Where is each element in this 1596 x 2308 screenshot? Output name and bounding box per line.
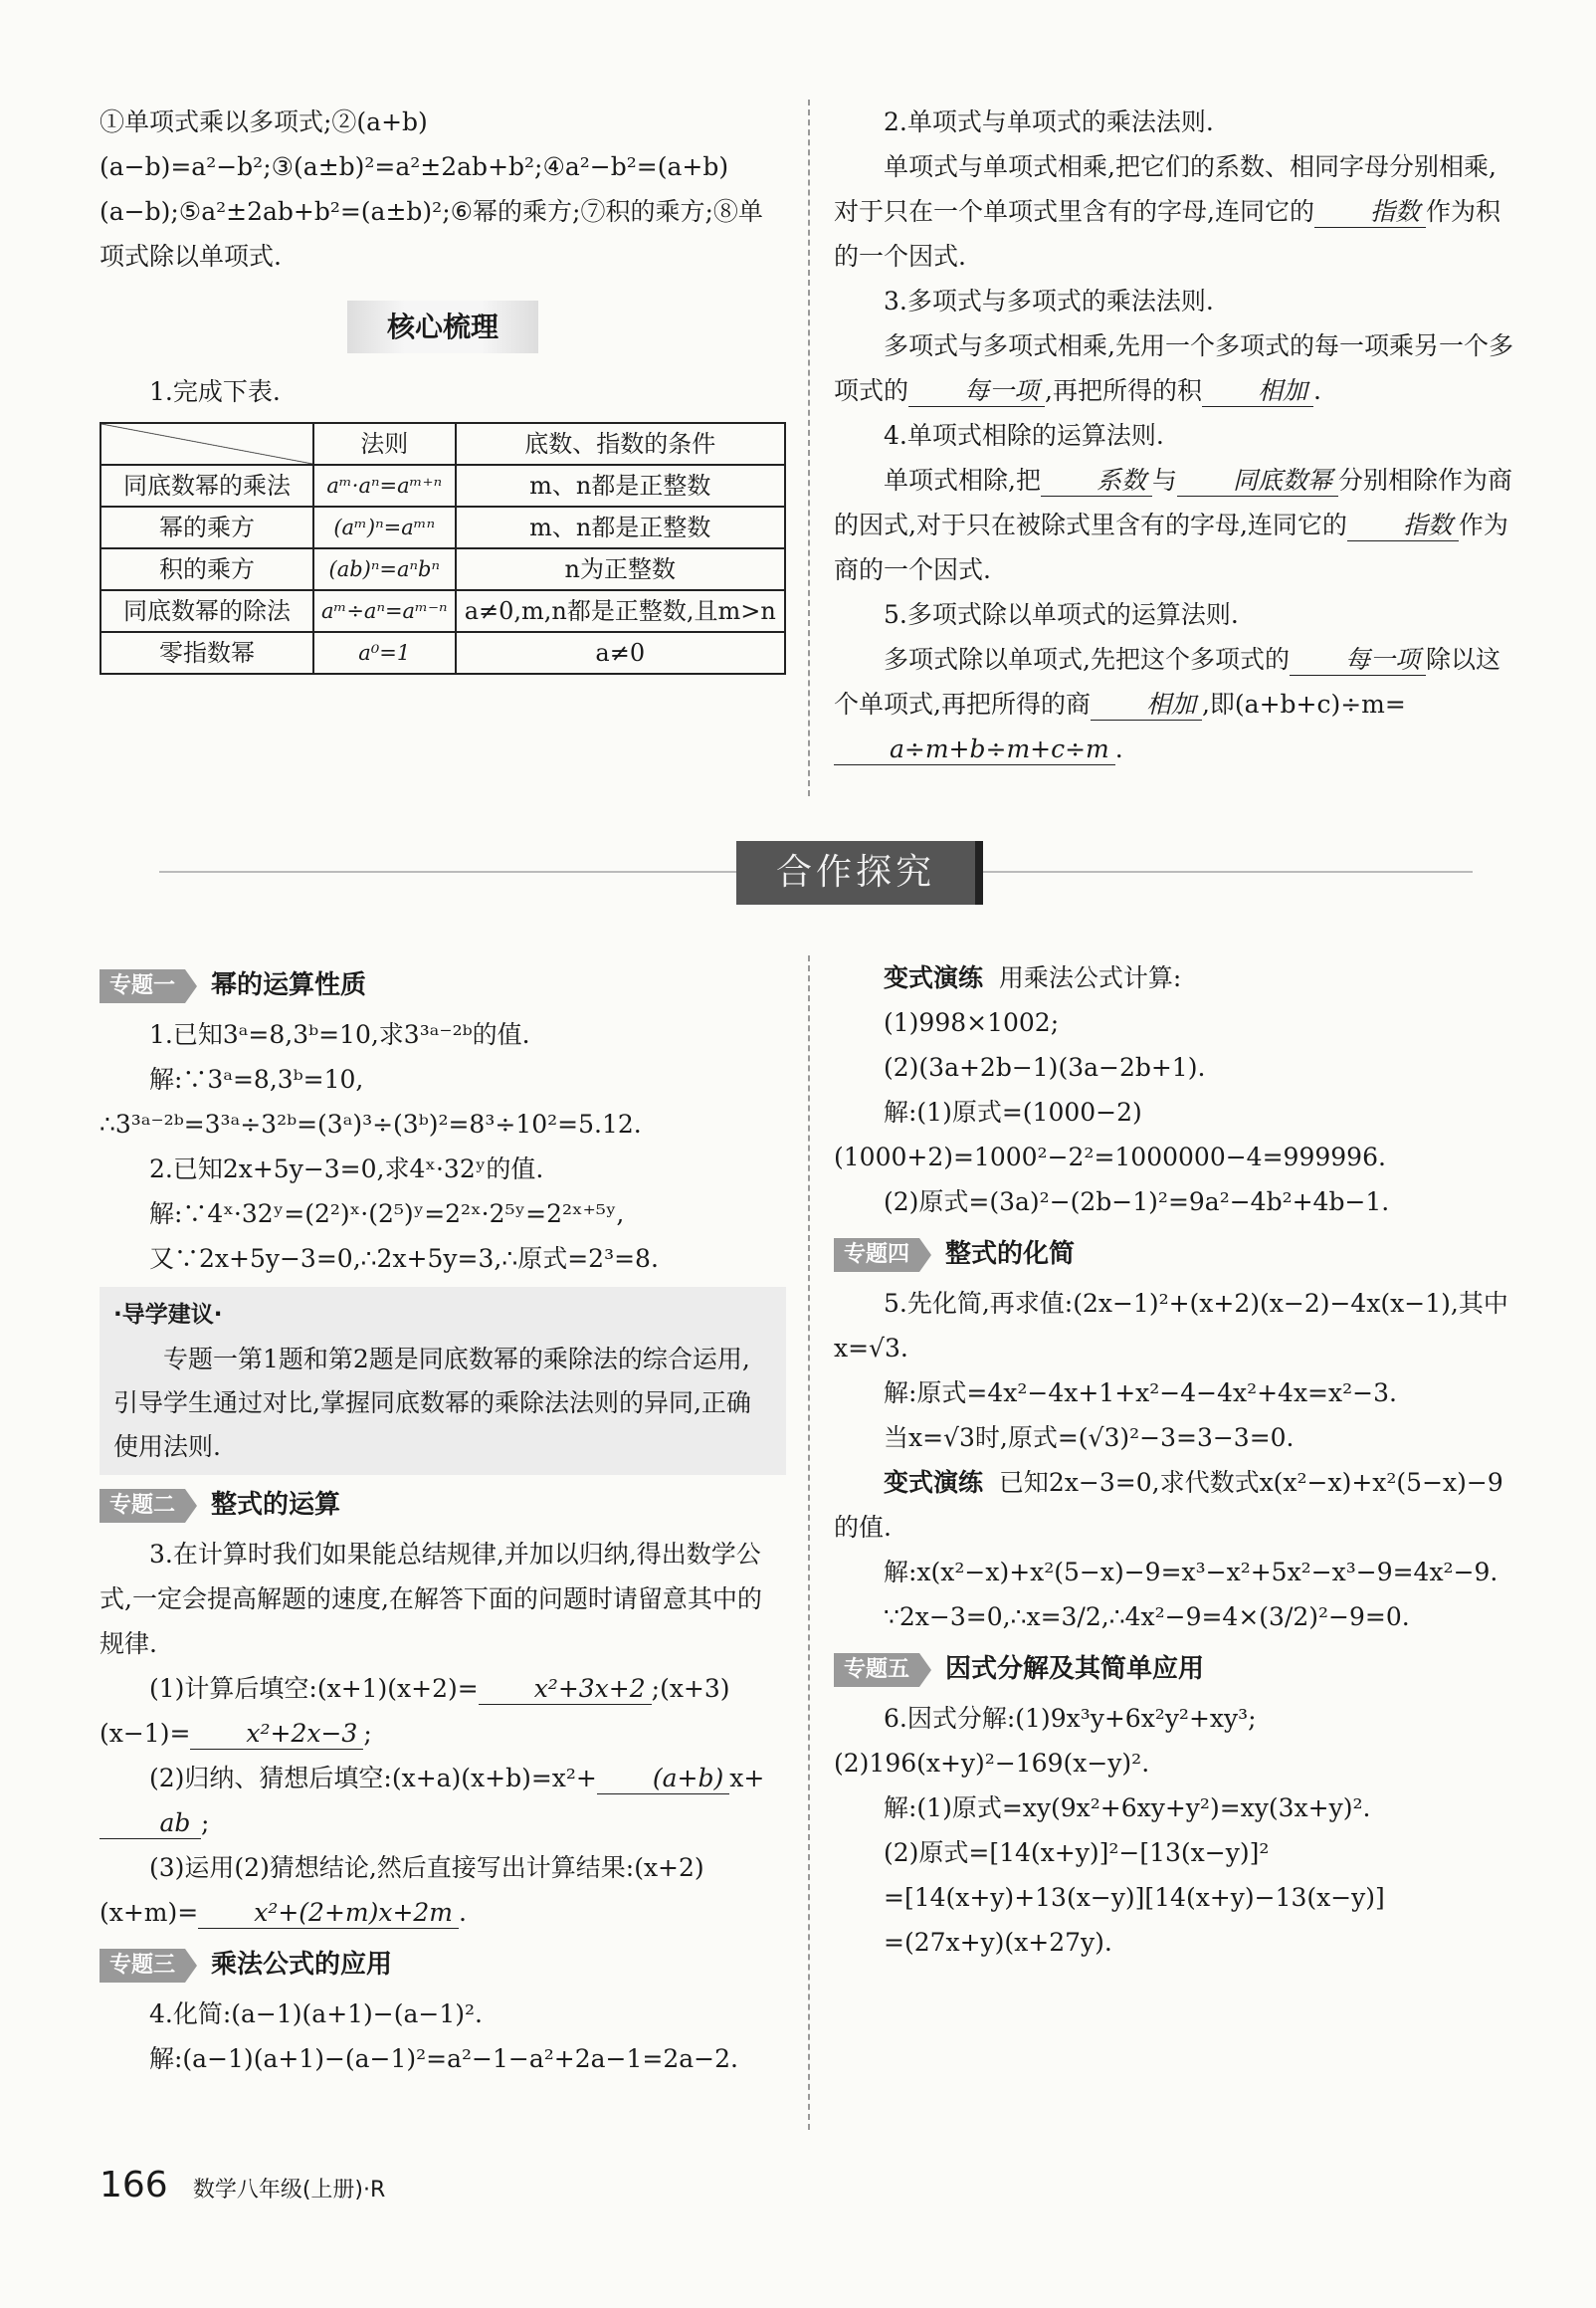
book-title: 数学八年级(上册)·R: [192, 2178, 386, 2203]
question-2: 2.已知2x+5y−3=0,求4ˣ·32ʸ的值.: [149, 1154, 544, 1183]
row-condition: a≠0,m,n都是正整数,且m>n: [456, 590, 786, 632]
table-row: [100, 507, 785, 548]
table-header-row: [100, 423, 785, 465]
solution-line: 解:(1)原式=xy(9x²+6xy+y²)=xy(3x+y)².: [884, 1793, 1371, 1822]
core-summary-heading: 核心梳理: [100, 301, 786, 353]
variant-label: 变式演练: [884, 963, 984, 992]
answer-blank: x²+(2+m)x+2m: [198, 1898, 459, 1929]
row-name: 积的乘方: [100, 548, 313, 590]
row-rule: aᵐ÷aⁿ=aᵐ⁻ⁿ: [313, 590, 456, 632]
table-row: [100, 548, 785, 590]
page-footer: [100, 2165, 385, 2205]
tag-arrow-icon: [185, 969, 197, 1003]
row-condition: a≠0: [456, 632, 786, 674]
question-6: 6.因式分解:(1)9x³y+6x²y²+xy³;(2)196(x+y)²−169(x−y)².: [834, 1704, 1257, 1778]
variant-label: 变式演练: [884, 1468, 984, 1497]
table-corner-cell: [100, 423, 313, 465]
answer-blank: x²+2x−3: [190, 1719, 363, 1750]
question-3-part-2: (2)归纳、猜想后填空:(x+a)(x+b)=x²+ (a+b) x+ab ;: [100, 1756, 786, 1845]
table-row: [100, 632, 785, 674]
rule-3-text: 多项式与多项式相乘,先用一个多项式的每一项乘另一个多项式的 每一项 ,再把所得的积 相加 .: [834, 331, 1513, 405]
topic-title: 整式的运算: [211, 1490, 341, 1520]
question-4: 4.化简:(a−1)(a+1)−(a−1)².: [149, 1999, 483, 2028]
topic-title: 乘法公式的应用: [211, 1950, 393, 1980]
table-header-rule: 法则: [313, 423, 456, 465]
solution-line: 解:(a−1)(a+1)−(a−1)²=a²−1−a²+2a−1=2a−2.: [149, 2044, 738, 2073]
rule-5-title: 5.多项式除以单项式的运算法则.: [884, 600, 1239, 629]
solution-line: 解:∵3ᵃ=8,3ᵇ=10,: [149, 1065, 364, 1094]
row-rule: a⁰=1: [313, 632, 456, 674]
answer-blank: 指数: [1314, 197, 1426, 228]
advice-heading: ·导学建议·: [113, 1302, 223, 1328]
row-rule: aᵐ·aⁿ=aᵐ⁺ⁿ: [313, 465, 456, 507]
row-name: 零指数幂: [100, 632, 313, 674]
teaching-advice-box: [100, 1287, 786, 1475]
table-row: [100, 465, 785, 507]
rule-2-text: 单项式与单项式相乘,把它们的系数、相同字母分别相乘,对于只在一个单项式里含有的字母,连同它的 指数 作为积的一个因式.: [834, 152, 1500, 271]
topic-5-header: [834, 1647, 1520, 1692]
answer-blank: 相加: [1091, 690, 1202, 721]
solution-line: 解:∵4ˣ·32ʸ=(2²)ˣ·(2⁵)ʸ=2²ˣ·2⁵ʸ=2²ˣ⁺⁵ʸ,: [149, 1199, 625, 1228]
question-1: 1.已知3ᵃ=8,3ᵇ=10,求3³ᵃ⁻²ᵇ的值.: [149, 1020, 530, 1049]
column-divider-top: [808, 100, 810, 796]
question-3: 3.在计算时我们如果能总结规律,并加以归纳,得出数学公式,一定会提高解题的速度,在解答下面的问题时请留意其中的规律.: [100, 1540, 762, 1658]
tag-arrow-icon: [185, 1949, 197, 1983]
rule-2-title: 2.单项式与单项式的乘法法则.: [884, 107, 1214, 136]
topic-tag: 专题四: [834, 1238, 919, 1272]
column-divider-bottom: [808, 955, 810, 2130]
answer-blank: 每一项: [1290, 645, 1426, 676]
answer-blank: x²+3x+2: [479, 1674, 652, 1705]
topic-1-header: [100, 963, 786, 1008]
answer-blank: (a+b): [597, 1764, 729, 1794]
topic-tag: 专题五: [834, 1653, 919, 1687]
row-name: 同底数幂的乘法: [100, 465, 313, 507]
page-number: 166: [100, 2165, 168, 2205]
variant-exercise-1: 变式演练 用乘法公式计算:: [884, 963, 1182, 992]
topic-title: 整式的化简: [945, 1239, 1076, 1269]
solution-line: 解:x(x²−x)+x²(5−x)−9=x³−x²+5x²−x³−9=4x²−9.: [884, 1558, 1498, 1586]
answer-blank: 每一项: [908, 376, 1045, 407]
solution-line: 当x=√3时,原式=(√3)²−3=3−3=0.: [884, 1423, 1295, 1452]
variant-1-part-b: (2)(3a+2b−1)(3a−2b+1).: [884, 1053, 1206, 1082]
topic-title: 因式分解及其简单应用: [945, 1654, 1205, 1684]
row-condition: m、n都是正整数: [456, 465, 786, 507]
solution-line: 又∵2x+5y−3=0,∴2x+5y=3,∴原式=2³=8.: [149, 1244, 659, 1273]
row-condition: n为正整数: [456, 548, 786, 590]
question-5: 5.先化简,再求值:(2x−1)²+(x+2)(x−2)−4x(x−1),其中x=√3.: [834, 1289, 1508, 1363]
question-3-part-1: (1)计算后填空:(x+1)(x+2)= x²+3x+2 ;(x+3)(x−1)= x²+2x−3 ;: [100, 1674, 730, 1748]
row-name: 同底数幂的除法: [100, 590, 313, 632]
rule-5-text: 多项式除以单项式,先把这个多项式的 每一项 除以这个单项式,再把所得的商 相加 ,即(a+b+c)÷m=a÷m+b÷m+c÷m .: [834, 645, 1500, 763]
row-rule: (ab)ⁿ=aⁿbⁿ: [313, 548, 456, 590]
table-task: 1.完成下表.: [149, 377, 281, 406]
rule-3-title: 3.多项式与多项式的乘法法则.: [884, 287, 1214, 315]
solution-line: ∴3³ᵃ⁻²ᵇ=3³ᵃ÷3²ᵇ=(3ᵃ)³÷(3ᵇ)²=8³÷10²=5.12.: [100, 1110, 642, 1139]
table-header-condition: 底数、指数的条件: [456, 423, 786, 465]
answer-list: ①单项式乘以多项式;②(a+b)(a−b)=a²−b²;③(a±b)²=a²±2ab+b²;④a²−b²=(a+b)(a−b);⑤a²±2ab+b²=(a±b)²;⑥幂的乘方;⑦积的乘方;⑧单项式除以单项式.: [100, 107, 763, 271]
row-rule: (aᵐ)ⁿ=aᵐⁿ: [313, 507, 456, 548]
variant-1-part-a: (1)998×1002;: [884, 1008, 1060, 1037]
table-row: [100, 590, 785, 632]
rules-table: [100, 422, 786, 675]
answer-blank: 指数: [1347, 511, 1459, 541]
rule-4-title: 4.单项式相除的运算法则.: [884, 421, 1164, 450]
solution-line: =[14(x+y)+13(x−y)][14(x+y)−13(x−y)]: [884, 1883, 1385, 1912]
topic-3-header: [100, 1943, 786, 1988]
question-3-part-3: (3)运用(2)猜想结论,然后直接写出计算结果:(x+2)(x+m)= x²+(2+m)x+2m .: [100, 1853, 704, 1927]
solution-line: =(27x+y)(x+27y).: [884, 1928, 1112, 1957]
solution-line: (2)原式=[14(x+y)]²−[13(x−y)]²: [884, 1838, 1270, 1867]
top-right-column: [834, 100, 1520, 771]
variant-exercise-2: 变式演练 已知2x−3=0,求代数式x(x²−x)+x²(5−x)−9的值.: [834, 1468, 1503, 1542]
answer-blank: 系数: [1041, 466, 1152, 497]
section-banner: [159, 841, 1473, 911]
row-name: 幂的乘方: [100, 507, 313, 548]
topic-tag: 专题一: [100, 969, 185, 1003]
advice-text: 专题一第1题和第2题是同底数幂的乘除法的综合运用,引导学生通过对比,掌握同底数幂的乘除法法则的异同,正确使用法则.: [113, 1345, 751, 1461]
topic-title: 幂的运算性质: [211, 970, 367, 1000]
answer-blank: 相加: [1202, 376, 1313, 407]
solution-line: 解:(1)原式=(1000−2)(1000+2)=1000²−2²=1000000−4=999996.: [834, 1098, 1386, 1171]
topic-tag: 专题三: [100, 1949, 185, 1983]
tag-arrow-icon: [919, 1653, 931, 1687]
answer-blank: a÷m+b÷m+c÷m: [834, 734, 1115, 765]
answer-blank: ab: [100, 1808, 201, 1839]
solution-line: (2)原式=(3a)²−(2b−1)²=9a²−4b²+4b−1.: [884, 1187, 1390, 1216]
solution-line: ∵2x−3=0,∴x=3/2,∴4x²−9=4×(3/2)²−9=0.: [884, 1602, 1410, 1631]
solution-line: 解:原式=4x²−4x+1+x²−4−4x²+4x=x²−3.: [884, 1378, 1397, 1407]
topic-4-header: [834, 1232, 1520, 1277]
mid-left-column: [100, 955, 786, 2081]
topic-tag: 专题二: [100, 1489, 185, 1523]
mid-right-column: [834, 955, 1520, 1965]
answer-blank: 同底数幂: [1177, 466, 1338, 497]
tag-arrow-icon: [185, 1489, 197, 1523]
row-condition: m、n都是正整数: [456, 507, 786, 548]
top-left-column: [100, 100, 786, 675]
banner-title: 合作探究: [736, 841, 983, 905]
tag-arrow-icon: [919, 1238, 931, 1272]
rule-4-text: 单项式相除,把 系数 与 同底数幂 分别相除作为商的因式,对于只在被除式里含有的字母,连同它的 指数 作为商的一个因式.: [834, 466, 1513, 584]
topic-2-header: [100, 1483, 786, 1528]
